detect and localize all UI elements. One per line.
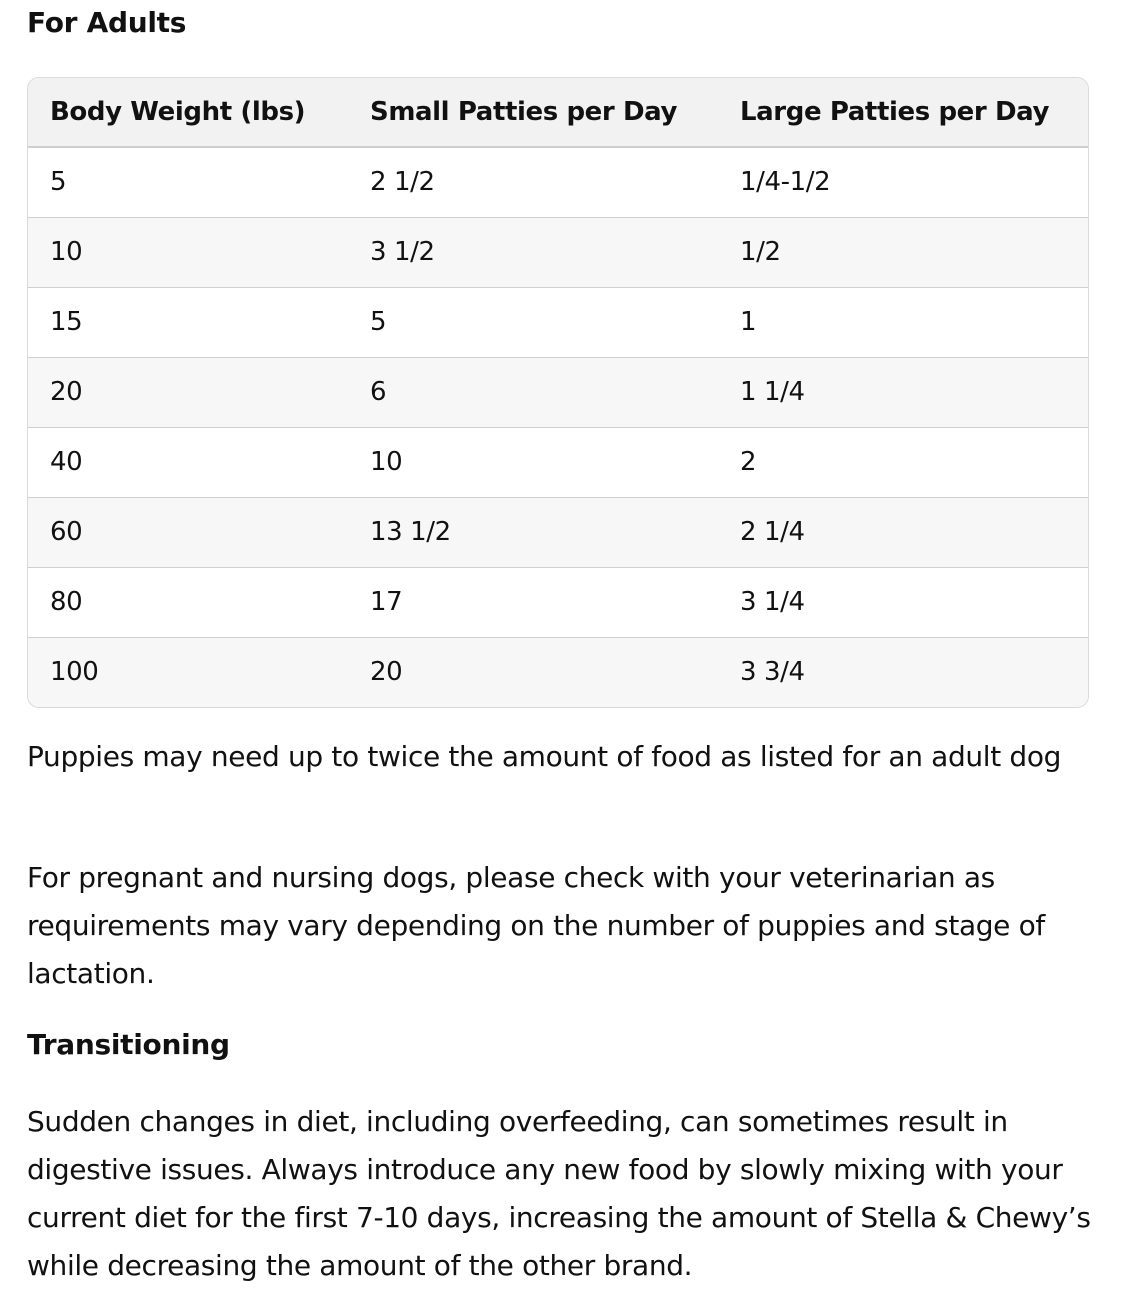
large-patties-cell: 3 1/4 [740, 587, 805, 617]
small-patties-cell: 13 1/2 [370, 517, 451, 547]
large-patties-cell: 2 [740, 447, 757, 477]
body-weight-cell: 15 [50, 307, 83, 337]
body-weight-cell: 20 [50, 377, 83, 407]
column-header-small-patties: Small Patties per Day [370, 97, 678, 127]
table-row [28, 287, 1088, 357]
large-patties-cell: 1/4-1/2 [740, 167, 831, 198]
body-weight-cell: 5 [50, 167, 67, 198]
transitioning-heading: Transitioning [27, 1028, 230, 1061]
feeding-table [28, 78, 1088, 707]
table-row [28, 357, 1088, 427]
small-patties-cell: 20 [370, 657, 403, 688]
table-row [28, 567, 1088, 637]
column-header-body-weight: Body Weight (lbs) [50, 97, 306, 127]
body-weight-cell: 60 [50, 517, 83, 547]
body-weight-cell: 10 [50, 237, 83, 267]
body-weight-cell: 40 [50, 447, 83, 477]
small-patties-cell: 17 [370, 587, 403, 617]
large-patties-cell: 1/2 [740, 237, 781, 267]
table-row [28, 427, 1088, 497]
large-patties-cell: 2 1/4 [740, 517, 805, 547]
small-patties-cell: 2 1/2 [370, 167, 435, 198]
body-weight-cell: 100 [50, 657, 99, 688]
table-row [28, 637, 1088, 707]
large-patties-cell: 1 [740, 307, 757, 337]
small-patties-cell: 5 [370, 307, 387, 337]
table-row [28, 147, 1088, 217]
small-patties-cell: 3 1/2 [370, 237, 435, 267]
table-row [28, 217, 1088, 287]
small-patties-cell: 10 [370, 447, 403, 477]
puppies-note: Puppies may need up to twice the amount of food as listed for an adult dog [27, 740, 1062, 773]
pregnant-nursing-note: For pregnant and nursing dogs, please check with your veterinarian as requirements may vary depending on the number of puppies and stage of lactation. [27, 861, 1045, 990]
table-header-row [28, 78, 1088, 147]
transitioning-text: Sudden changes in diet, including overfeeding, can sometimes result in digestive issues. Always introduce any new food by slowly mixing with your current diet for the first 7-10 days, increasing the amount of Stella & Chewy’s while decreasing the amount of the other brand. [27, 1105, 1091, 1282]
table-row [28, 497, 1088, 567]
for-adults-heading: For Adults [27, 6, 187, 39]
feeding-table-container [27, 77, 1089, 708]
large-patties-cell: 3 3/4 [740, 657, 805, 688]
body-weight-cell: 80 [50, 587, 83, 617]
small-patties-cell: 6 [370, 377, 387, 407]
column-header-large-patties: Large Patties per Day [740, 97, 1050, 127]
large-patties-cell: 1 1/4 [740, 377, 805, 407]
